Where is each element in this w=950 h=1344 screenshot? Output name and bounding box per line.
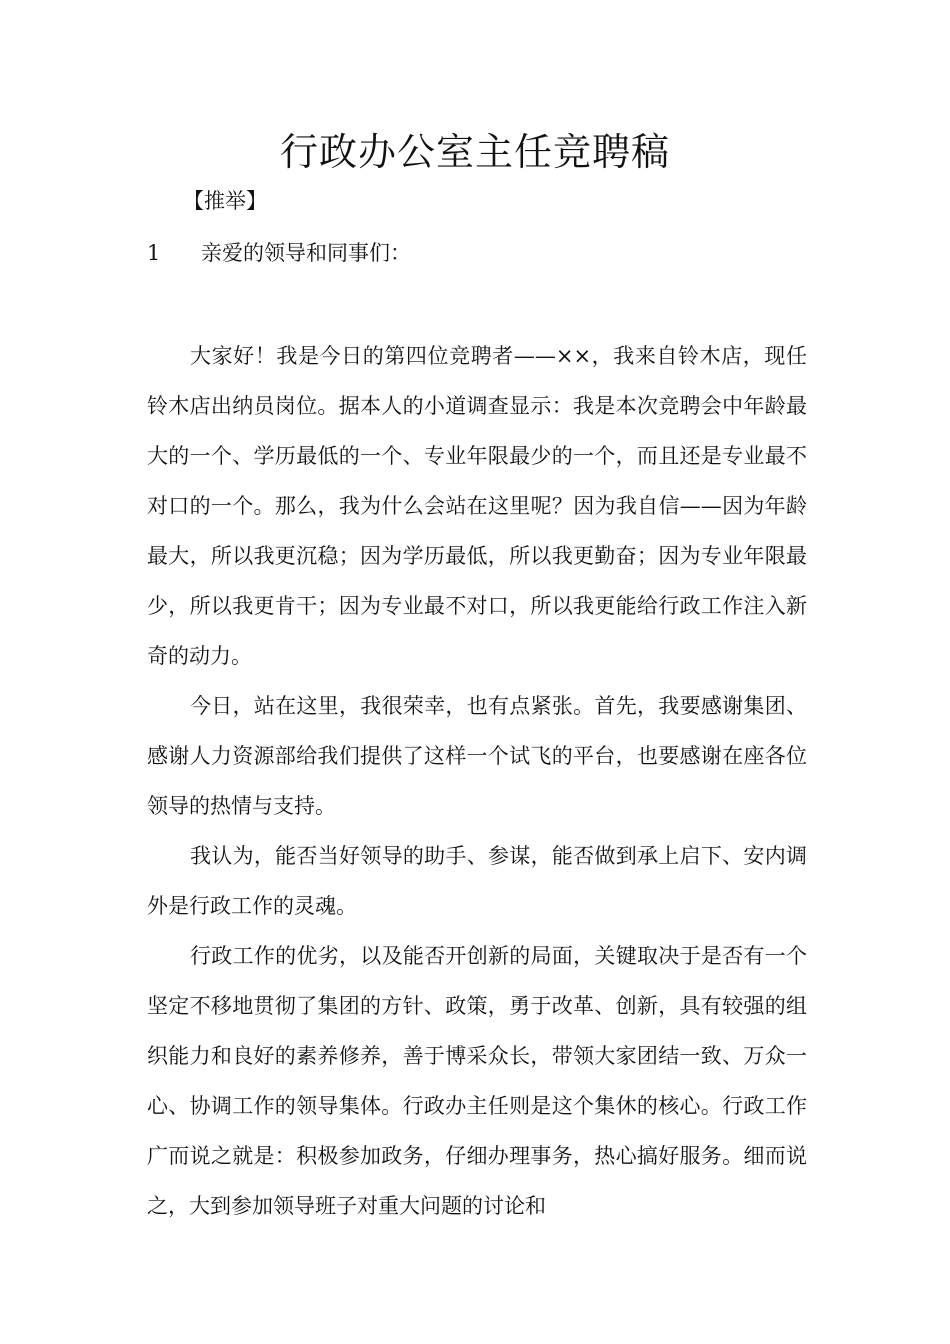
paragraph-introduction: 大家好！我是今日的第四位竞聘者——××，我来自铃木店，现任铃木店出纳员岗位。据本人的小道调查显示：我是本次竞聘会中年龄最大的一个、学历最低的一个、专业年限最少的一个，而且还是专业最不对口的一个。那么，我为什么会站在这里呢？因为我自信——因为年龄最大，所以我更沉稳；因为学历最低，所以我更勤奋；因为专业年限最少，所以我更肯干；因为专业最不对口，所以我更能给行政工作注入新奇的动力。 [147,344,807,668]
document-body [147,331,807,1231]
greeting-row [147,236,411,270]
paragraph-administration: 行政工作的优劣，以及能否开创新的局面，关键取决于是否有一个坚定不移地贯彻了集团的方针、政策，勇于改革、创新，具有较强的组织能力和良好的素养修养，善于博采众长，带领大家团结一致、万众一心、协调工作的领导集体。行政办主任则是这个集休的核心。行政工作广而说之就是：积极参加政务，仔细办理事务，热心搞好服务。细而说之，大到参加领导班子对重大问题的讨论和 [147,944,807,1218]
document-title: 行政办公室主任竞聘稿 [279,130,670,174]
paragraph-view: 我认为，能否当好领导的助手、参谋，能否做到承上启下、安内调外是行政工作的灵魂。 [147,844,807,918]
greeting-number: 1 [147,241,161,265]
greeting-text: 亲爱的领导和同事们： [201,241,411,265]
document-tag: 【推举】 [183,189,267,213]
paragraph-gratitude: 今日，站在这里，我很荣幸，也有点紧张。首先，我要感谢集团、感谢人力资源部给我们提供了这样一个试飞的平台，也要感谢在座各位领导的热情与支持。 [147,694,807,818]
